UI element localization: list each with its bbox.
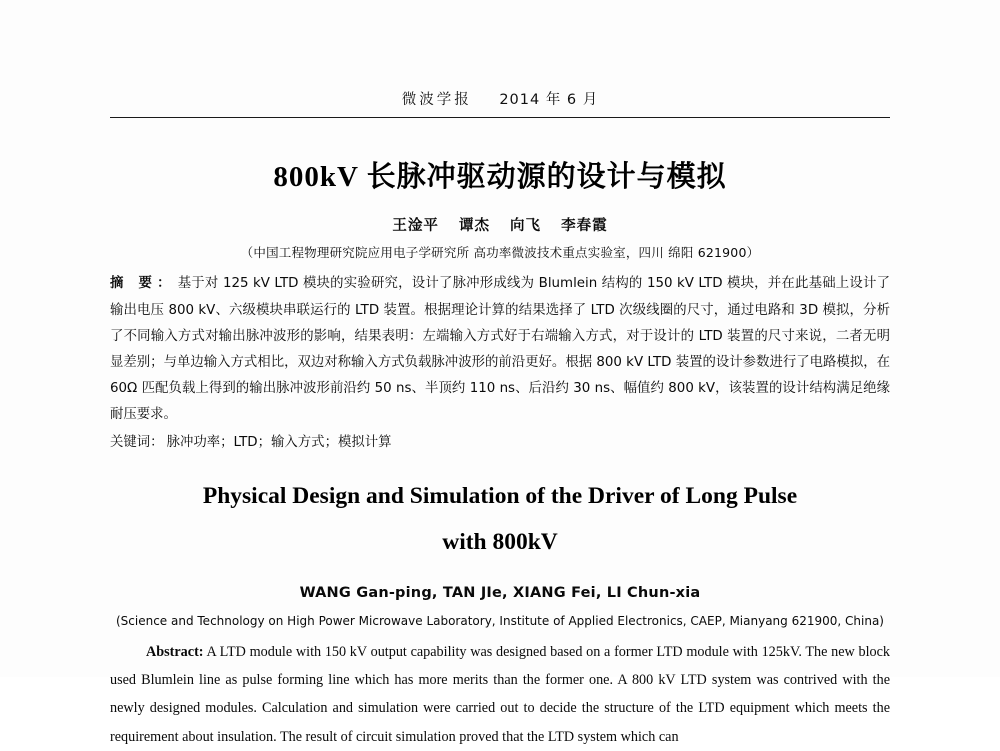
author-2: 谭杰	[458, 218, 490, 235]
running-head	[110, 0, 890, 109]
abstract-chinese-label: 摘 要：	[110, 276, 176, 292]
keywords-chinese-label: 关键词：	[110, 435, 164, 451]
author-3: 向飞	[510, 218, 542, 235]
authors-english: WANG Gan-ping, TAN JIe, XIANG Fei, LI Chun-xia	[299, 584, 701, 601]
keywords-chinese-body: 脉冲功率；LTD；输入方式；模拟计算	[166, 435, 392, 451]
abstract-english	[110, 638, 890, 751]
abstract-english-label: Abstract:	[146, 643, 204, 660]
authors-chinese	[110, 214, 890, 235]
running-head-date: 2014 年 6 月	[499, 92, 599, 108]
affiliation-english: (Science and Technology on High Power Microwave Laboratory, Institute of Applied Electronics, CAEP, Mianyang 621900, China)	[115, 613, 884, 628]
page-title-chinese: 800kV 长脉冲驱动源的设计与模拟	[273, 161, 727, 193]
affiliation-chinese: （中国工程物理研究院应用电子学研究所 高功率微波技术重点实验室，四川 绵阳 621900）	[240, 245, 760, 261]
author-1: 王淦平	[392, 218, 439, 235]
abstract-chinese	[110, 271, 890, 428]
running-head-journal: 微波学报	[401, 92, 472, 108]
author-4: 李春霞	[561, 218, 608, 235]
keywords-chinese	[110, 430, 890, 455]
page-title-english-line1: Physical Design and Simulation of the Driver of Long Pulse	[202, 482, 798, 509]
abstract-chinese-body: 基于对 125 kV LTD 模块的实验研究，设计了脉冲形成线为 Blumlein 结构的 150 kV LTD 模块，并在此基础上设计了输出电压 800 kV、六级模块串联运行的 LTD 装置。根据理论计算的结果选择了 LTD 次级线圈的尺寸，通过电路和 3D 模拟，分析了不同输入方式对输出脉冲波形的影响，结果表明：左端输入方式好于右端输入方式，对于设计的 LTD 装置的尺寸来说，二者无明显差别；与单边输入方式相比，双边对称输入方式负载脉冲波形的前沿更好。根据 800 kV LTD 装置的设计参数进行了电路模拟，在 60Ω 匹配负载上得到的输出脉冲波形前沿约 50 ns、半顶约 110 ns、后沿约 30 ns、幅值约 800 kV，该装置的设计结构满足绝缘耐压要求。	[110, 276, 890, 423]
abstract-english-body: A LTD module with 150 kV output capability was designed based on a former LTD module with 125kV. The new block used Blumlein line as pulse forming line which has more merits than the former one. A 800 kV LTD system was contrived with the newly designed modules. Calculation and simulation were carried out to decide the structure of the LTD equipment which meets the requirement about insulation. The result of circuit simulation proved that the LTD system which can	[110, 643, 890, 745]
header-rule	[110, 117, 890, 118]
page-title-english-line2: with 800kV	[442, 529, 558, 556]
page-title-english	[110, 478, 890, 561]
